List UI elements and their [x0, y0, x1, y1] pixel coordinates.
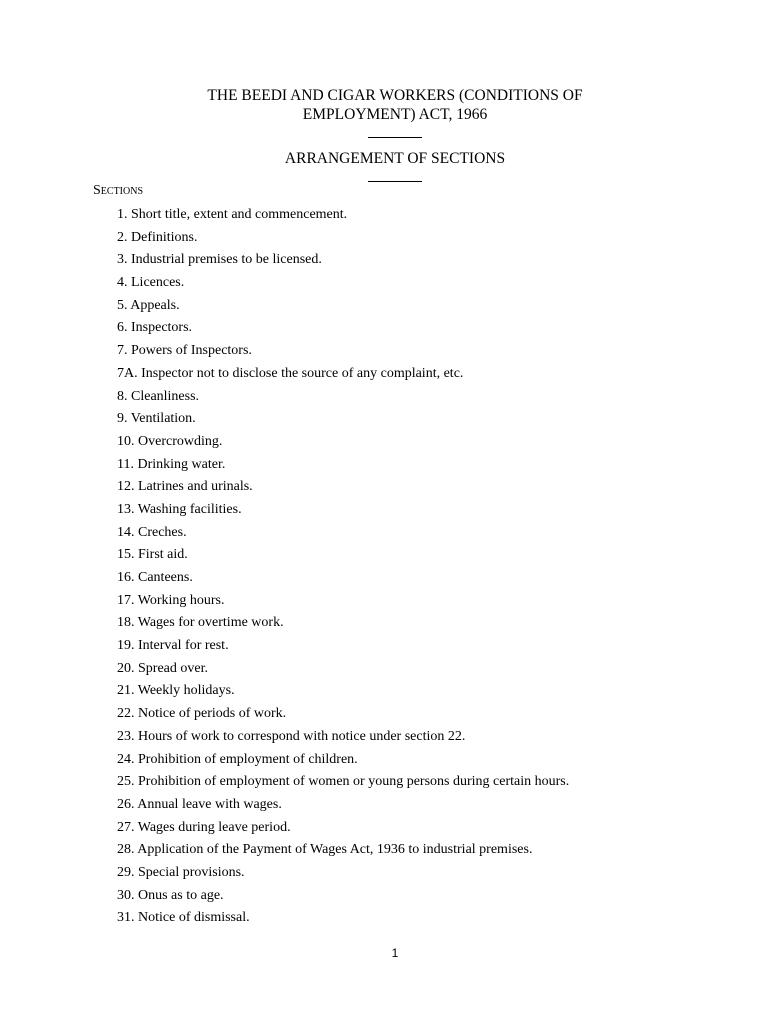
section-entry: 7. Powers of Inspectors.: [117, 343, 252, 359]
section-entry: 28. Application of the Payment of Wages Act, 1936 to industrial premises.: [117, 842, 533, 858]
section-entry: 3. Industrial premises to be licensed.: [117, 252, 322, 268]
sections-label: Sections: [93, 183, 144, 198]
act-title-line-2: EMPLOYMENT) ACT, 1966: [302, 106, 488, 123]
heading-divider: [368, 168, 422, 187]
section-entry: 18. Wages for overtime work.: [117, 615, 284, 631]
section-entry: 10. Overcrowding.: [117, 433, 223, 449]
section-entry: 7A. Inspector not to disclose the source of any complaint, etc.: [117, 365, 464, 381]
section-entry: 12. Latrines and urinals.: [117, 479, 253, 495]
section-entry: 15. First aid.: [117, 547, 188, 563]
section-entry: 6. Inspectors.: [117, 320, 193, 336]
section-entry: 29. Special provisions.: [117, 864, 245, 880]
sections-list: [117, 205, 569, 931]
section-entry: 27. Wages during leave period.: [117, 819, 291, 835]
section-entry: 23. Hours of work to correspond with notice under section 22.: [117, 728, 466, 744]
section-entry: 31. Notice of dismissal.: [117, 910, 250, 926]
section-entry: 16. Canteens.: [117, 570, 193, 585]
title-divider: [368, 124, 422, 143]
section-entry: 4. Licences.: [117, 275, 185, 291]
title-block: [0, 86, 768, 187]
section-entry: 14. Creches.: [117, 524, 187, 540]
section-entry: 19. Interval for rest.: [117, 638, 229, 654]
page-number: 1: [391, 946, 399, 960]
section-entry: 11. Drinking water.: [117, 456, 226, 472]
section-entry: 24. Prohibition of employment of children.: [117, 751, 358, 767]
section-entry: 21. Weekly holidays.: [117, 683, 235, 699]
section-entry: 2. Definitions.: [117, 229, 198, 245]
arrangement-heading: ARRANGEMENT OF SECTIONS: [284, 150, 506, 167]
section-entry: 8. Cleanliness.: [117, 388, 200, 404]
section-entry: 1. Short title, extent and commencement.: [117, 207, 348, 222]
section-entry: 17. Working hours.: [117, 592, 225, 608]
section-entry: 20. Spread over.: [117, 660, 208, 676]
section-entry: 5. Appeals.: [117, 297, 180, 313]
section-entry: 13. Washing facilities.: [117, 501, 242, 517]
section-entry: 22. Notice of periods of work.: [117, 706, 287, 722]
act-title-line-1: THE BEEDI AND CIGAR WORKERS (CONDITIONS OF: [207, 87, 583, 104]
section-entry: 25. Prohibition of employment of women or young persons during certain hours.: [117, 774, 570, 790]
section-entry: 30. Onus as to age.: [117, 887, 224, 903]
section-entry: 26. Annual leave with wages.: [117, 796, 282, 812]
section-entry: 9. Ventilation.: [117, 411, 196, 427]
